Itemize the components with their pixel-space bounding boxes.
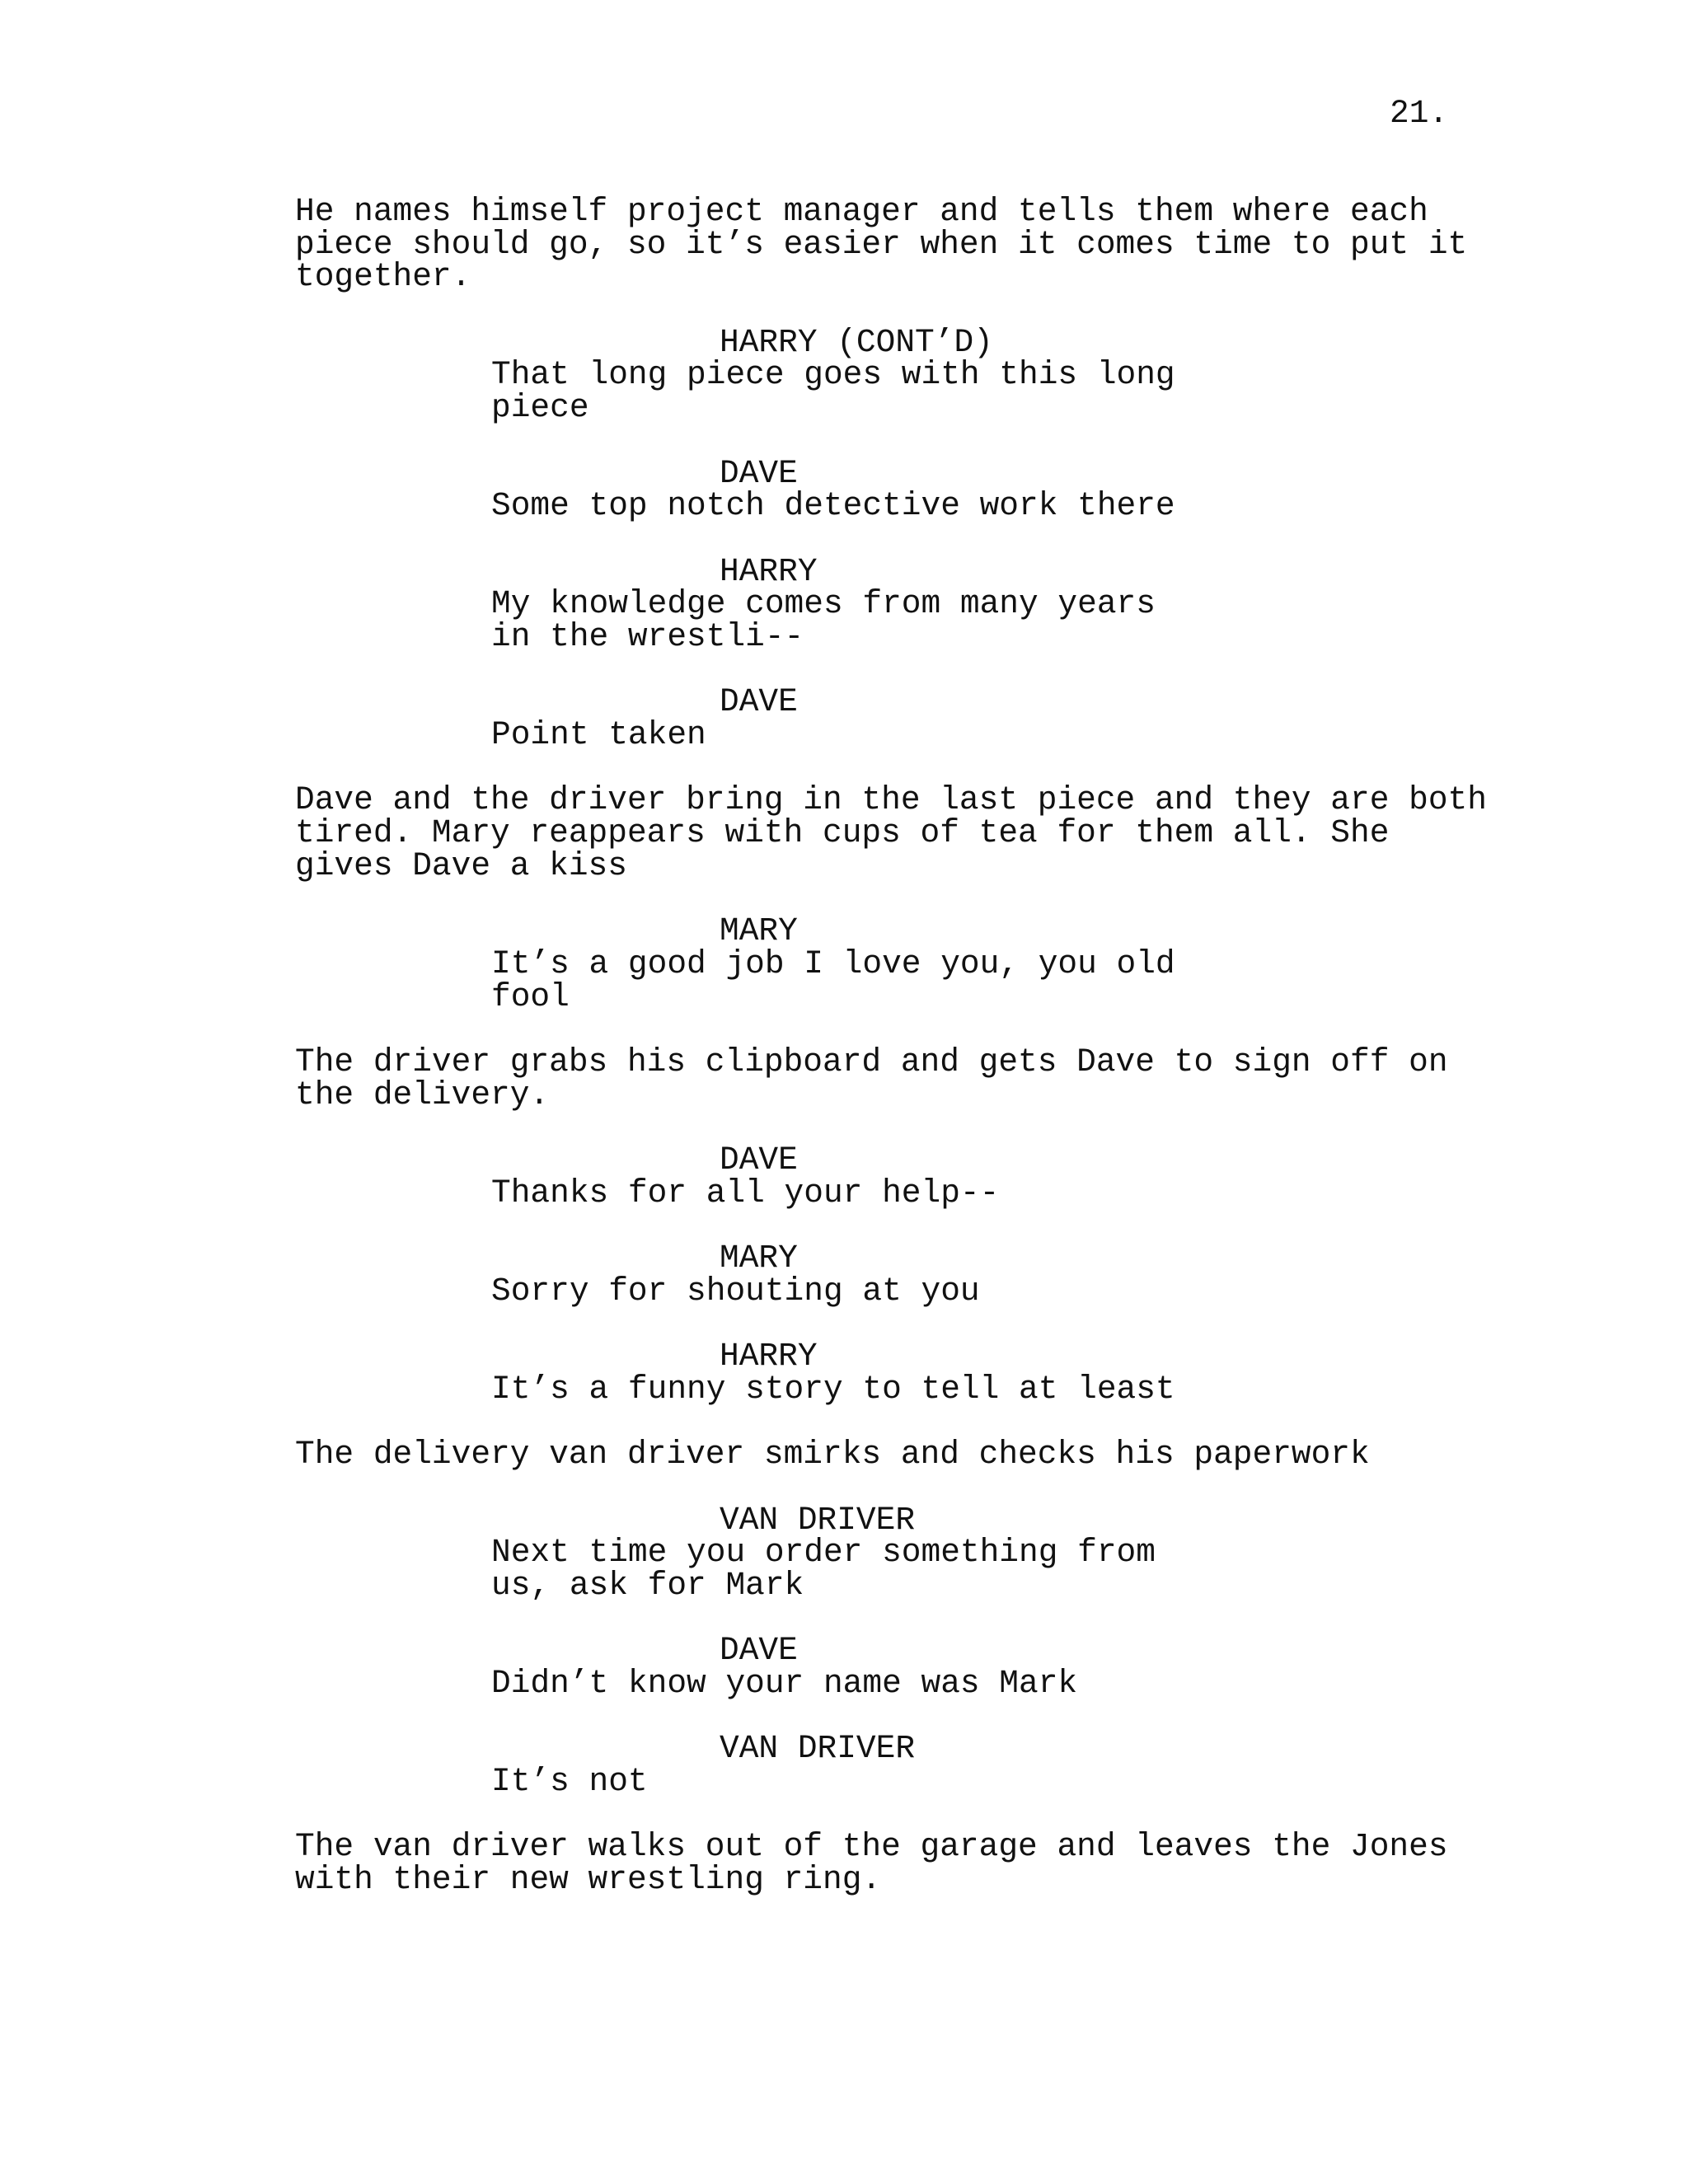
dialogue-line: Some top notch detective work there xyxy=(491,487,1175,525)
character-name: DAVE xyxy=(720,1141,798,1179)
dialogue-line: My knowledge comes from many years xyxy=(491,585,1156,623)
dialogue-block xyxy=(0,454,1688,525)
character-name: HARRY (CONT’D) xyxy=(720,323,993,361)
character-name: VAN DRIVER xyxy=(720,1730,916,1768)
dialogue-line: It’s not xyxy=(491,1763,648,1800)
dialogue-block xyxy=(0,1632,1688,1702)
dialogue-block xyxy=(0,1501,1688,1604)
screenplay-body xyxy=(0,193,1688,1899)
dialogue-line: Point taken xyxy=(491,716,706,753)
action-line: tired. Mary reappears with cups of tea for them all. She xyxy=(295,814,1390,852)
dialogue-block xyxy=(0,1141,1688,1212)
dialogue-line: Next time you order something from xyxy=(491,1534,1156,1572)
dialogue-line: us, ask for Mark xyxy=(491,1566,804,1604)
dialogue-line: Didn’t know your name was Mark xyxy=(491,1664,1078,1702)
action-block xyxy=(0,1436,1688,1474)
character-name: VAN DRIVER xyxy=(720,1501,916,1539)
dialogue-line: It’s a good job I love you, you old xyxy=(491,944,1175,982)
character-name: HARRY xyxy=(720,552,818,590)
dialogue-line: That long piece goes with this long xyxy=(491,356,1175,394)
dialogue-block xyxy=(0,1730,1688,1800)
action-line: The driver grabs his clipboard and gets Dave to sign off on xyxy=(295,1043,1448,1080)
action-line: Dave and the driver bring in the last piece and they are both xyxy=(295,781,1487,819)
dialogue-block xyxy=(0,323,1688,427)
action-line: with their new wrestling ring. xyxy=(295,1861,882,1899)
dialogue-block xyxy=(0,552,1688,655)
character-name: MARY xyxy=(720,1240,798,1277)
character-name: MARY xyxy=(720,912,798,950)
character-name: DAVE xyxy=(720,683,798,721)
action-line: piece should go, so it’s easier when it comes time to put it xyxy=(295,225,1468,263)
dialogue-line: Thanks for all your help-- xyxy=(491,1174,1000,1212)
dialogue-line: It’s a funny story to tell at least xyxy=(491,1370,1175,1408)
action-line: gives Dave a kiss xyxy=(295,846,627,884)
action-line: The van driver walks out of the garage and leaves the Jones xyxy=(295,1828,1448,1866)
action-line: The delivery van driver smirks and checks his paperwork xyxy=(295,1436,1370,1474)
action-block xyxy=(0,193,1688,296)
dialogue-line: fool xyxy=(491,977,570,1015)
dialogue-block xyxy=(0,1338,1688,1408)
action-line: together. xyxy=(295,258,471,296)
action-line: the delivery. xyxy=(295,1076,550,1113)
character-name: DAVE xyxy=(720,1632,798,1670)
dialogue-block xyxy=(0,683,1688,753)
character-name: DAVE xyxy=(720,454,798,492)
dialogue-line: Sorry for shouting at you xyxy=(491,1272,980,1310)
action-block xyxy=(0,1043,1688,1113)
page-number: 21. xyxy=(1390,95,1449,132)
dialogue-block xyxy=(0,1240,1688,1310)
action-block xyxy=(0,781,1688,884)
dialogue-line: in the wrestli-- xyxy=(491,617,804,655)
dialogue-block xyxy=(0,912,1688,1015)
action-block xyxy=(0,1828,1688,1899)
character-name: HARRY xyxy=(720,1338,818,1376)
dialogue-line: piece xyxy=(491,389,589,427)
action-line: He names himself project manager and tells them where each xyxy=(295,193,1428,230)
